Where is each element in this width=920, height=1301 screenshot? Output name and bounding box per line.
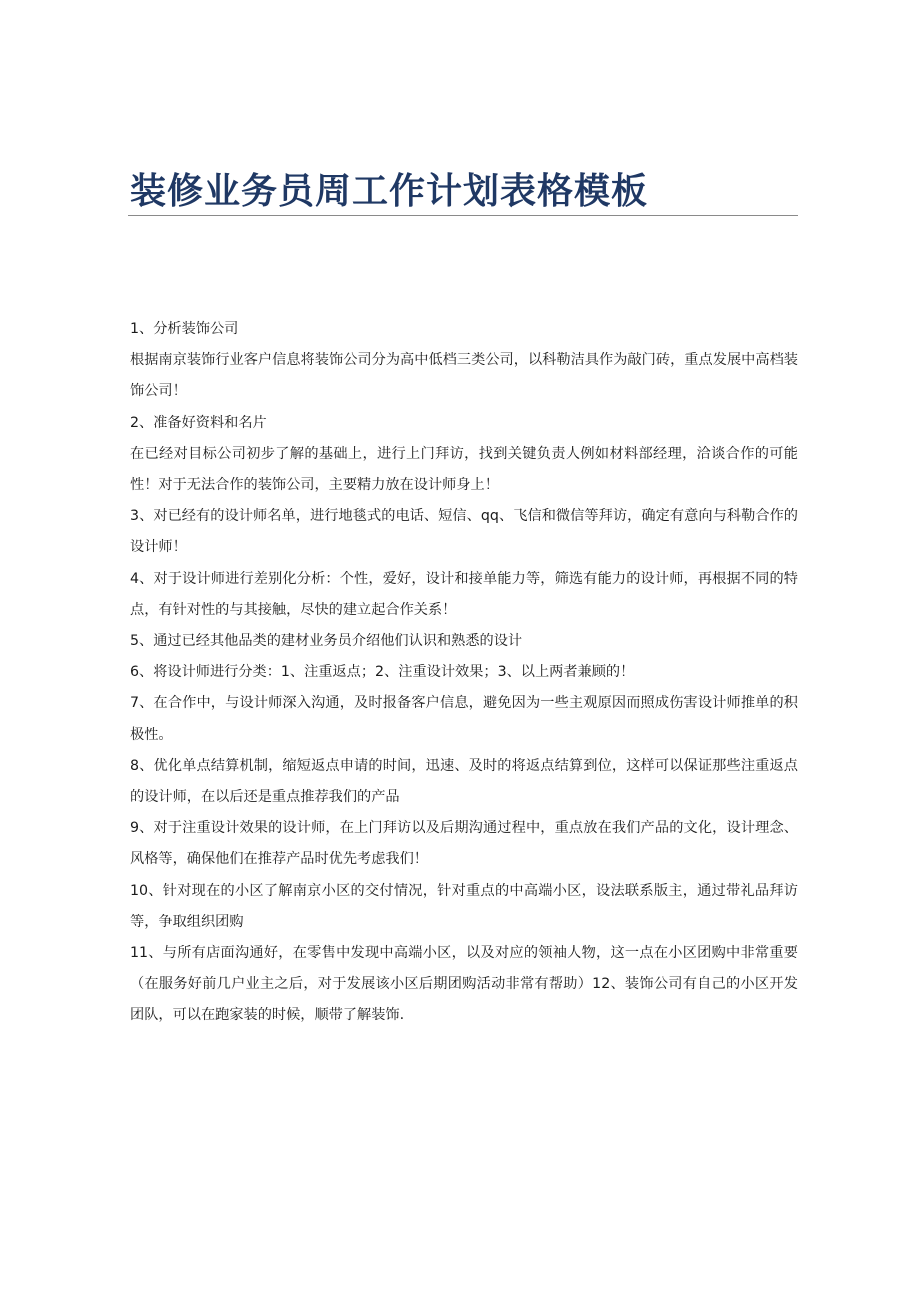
paragraph-3: 3、对已经有的设计师名单，进行地毯式的电话、短信、qq、飞信和微信等拜访，确定有意向与科勒合作的设计师！ xyxy=(130,508,798,556)
title-underline xyxy=(128,215,798,216)
paragraph-2-body: 在已经对目标公司初步了解的基础上，进行上门拜访，找到关键负责人例如材料部经理，洽谈合作的可能性！对于无法合作的装饰公司，主要精力放在设计师身上！ xyxy=(130,445,798,494)
paragraph-6: 6、将设计师进行分类：1、注重返点；2、注重设计效果；3、以上两者兼顾的！ xyxy=(130,664,635,681)
paragraph-11-12: 11、与所有店面沟通好，在零售中发现中高端小区，以及对应的领袖人物，这一点在小区团购中非常重要（在服务好前几户业主之后，对于发展该小区后期团购活动非常有帮助）12、装饰公司有自己的小区开发团队，可以在跑家装的时候，顺带了解装饰. xyxy=(130,945,798,1024)
paragraph-2-heading: 2、准备好资料和名片 xyxy=(130,414,267,431)
paragraph-8: 8、优化单点结算机制，缩短返点申请的时间，迅速、及时的将返点结算到位，这样可以保证那些注重返点的设计师，在以后还是重点推荐我们的产品 xyxy=(130,757,798,806)
paragraph-9: 9、对于注重设计效果的设计师，在上门拜访以及后期沟通过程中，重点放在我们产品的文化，设计理念、风格等，确保他们在推荐产品时优先考虑我们！ xyxy=(130,820,798,868)
document-body xyxy=(130,314,798,1032)
page-title: 装修业务员周工作计划表格模板 xyxy=(130,171,649,212)
paragraph-10: 10、针对现在的小区了解南京小区的交付情况，针对重点的中高端小区，设法联系版主，通过带礼品拜访等，争取组织团购 xyxy=(130,882,798,930)
paragraph-1-body: 根据南京装饰行业客户信息将装饰公司分为高中低档三类公司，以科勒洁具作为敲门砖，重点发展中高档装饰公司！ xyxy=(130,352,798,400)
paragraph-7: 7、在合作中，与设计师深入沟通，及时报备客户信息，避免因为一些主观原因而照成伤害设计师推单的积极性。 xyxy=(130,695,798,743)
paragraph-5: 5、通过已经其他品类的建材业务员介绍他们认识和熟悉的设计 xyxy=(130,633,523,650)
paragraph-1-heading: 1、分析装饰公司 xyxy=(130,321,239,337)
paragraph-4: 4、对于设计师进行差别化分析：个性，爱好，设计和接单能力等，筛选有能力的设计师，再根据不同的特点，有针对性的与其接触，尽快的建立起合作关系！ xyxy=(130,570,798,618)
